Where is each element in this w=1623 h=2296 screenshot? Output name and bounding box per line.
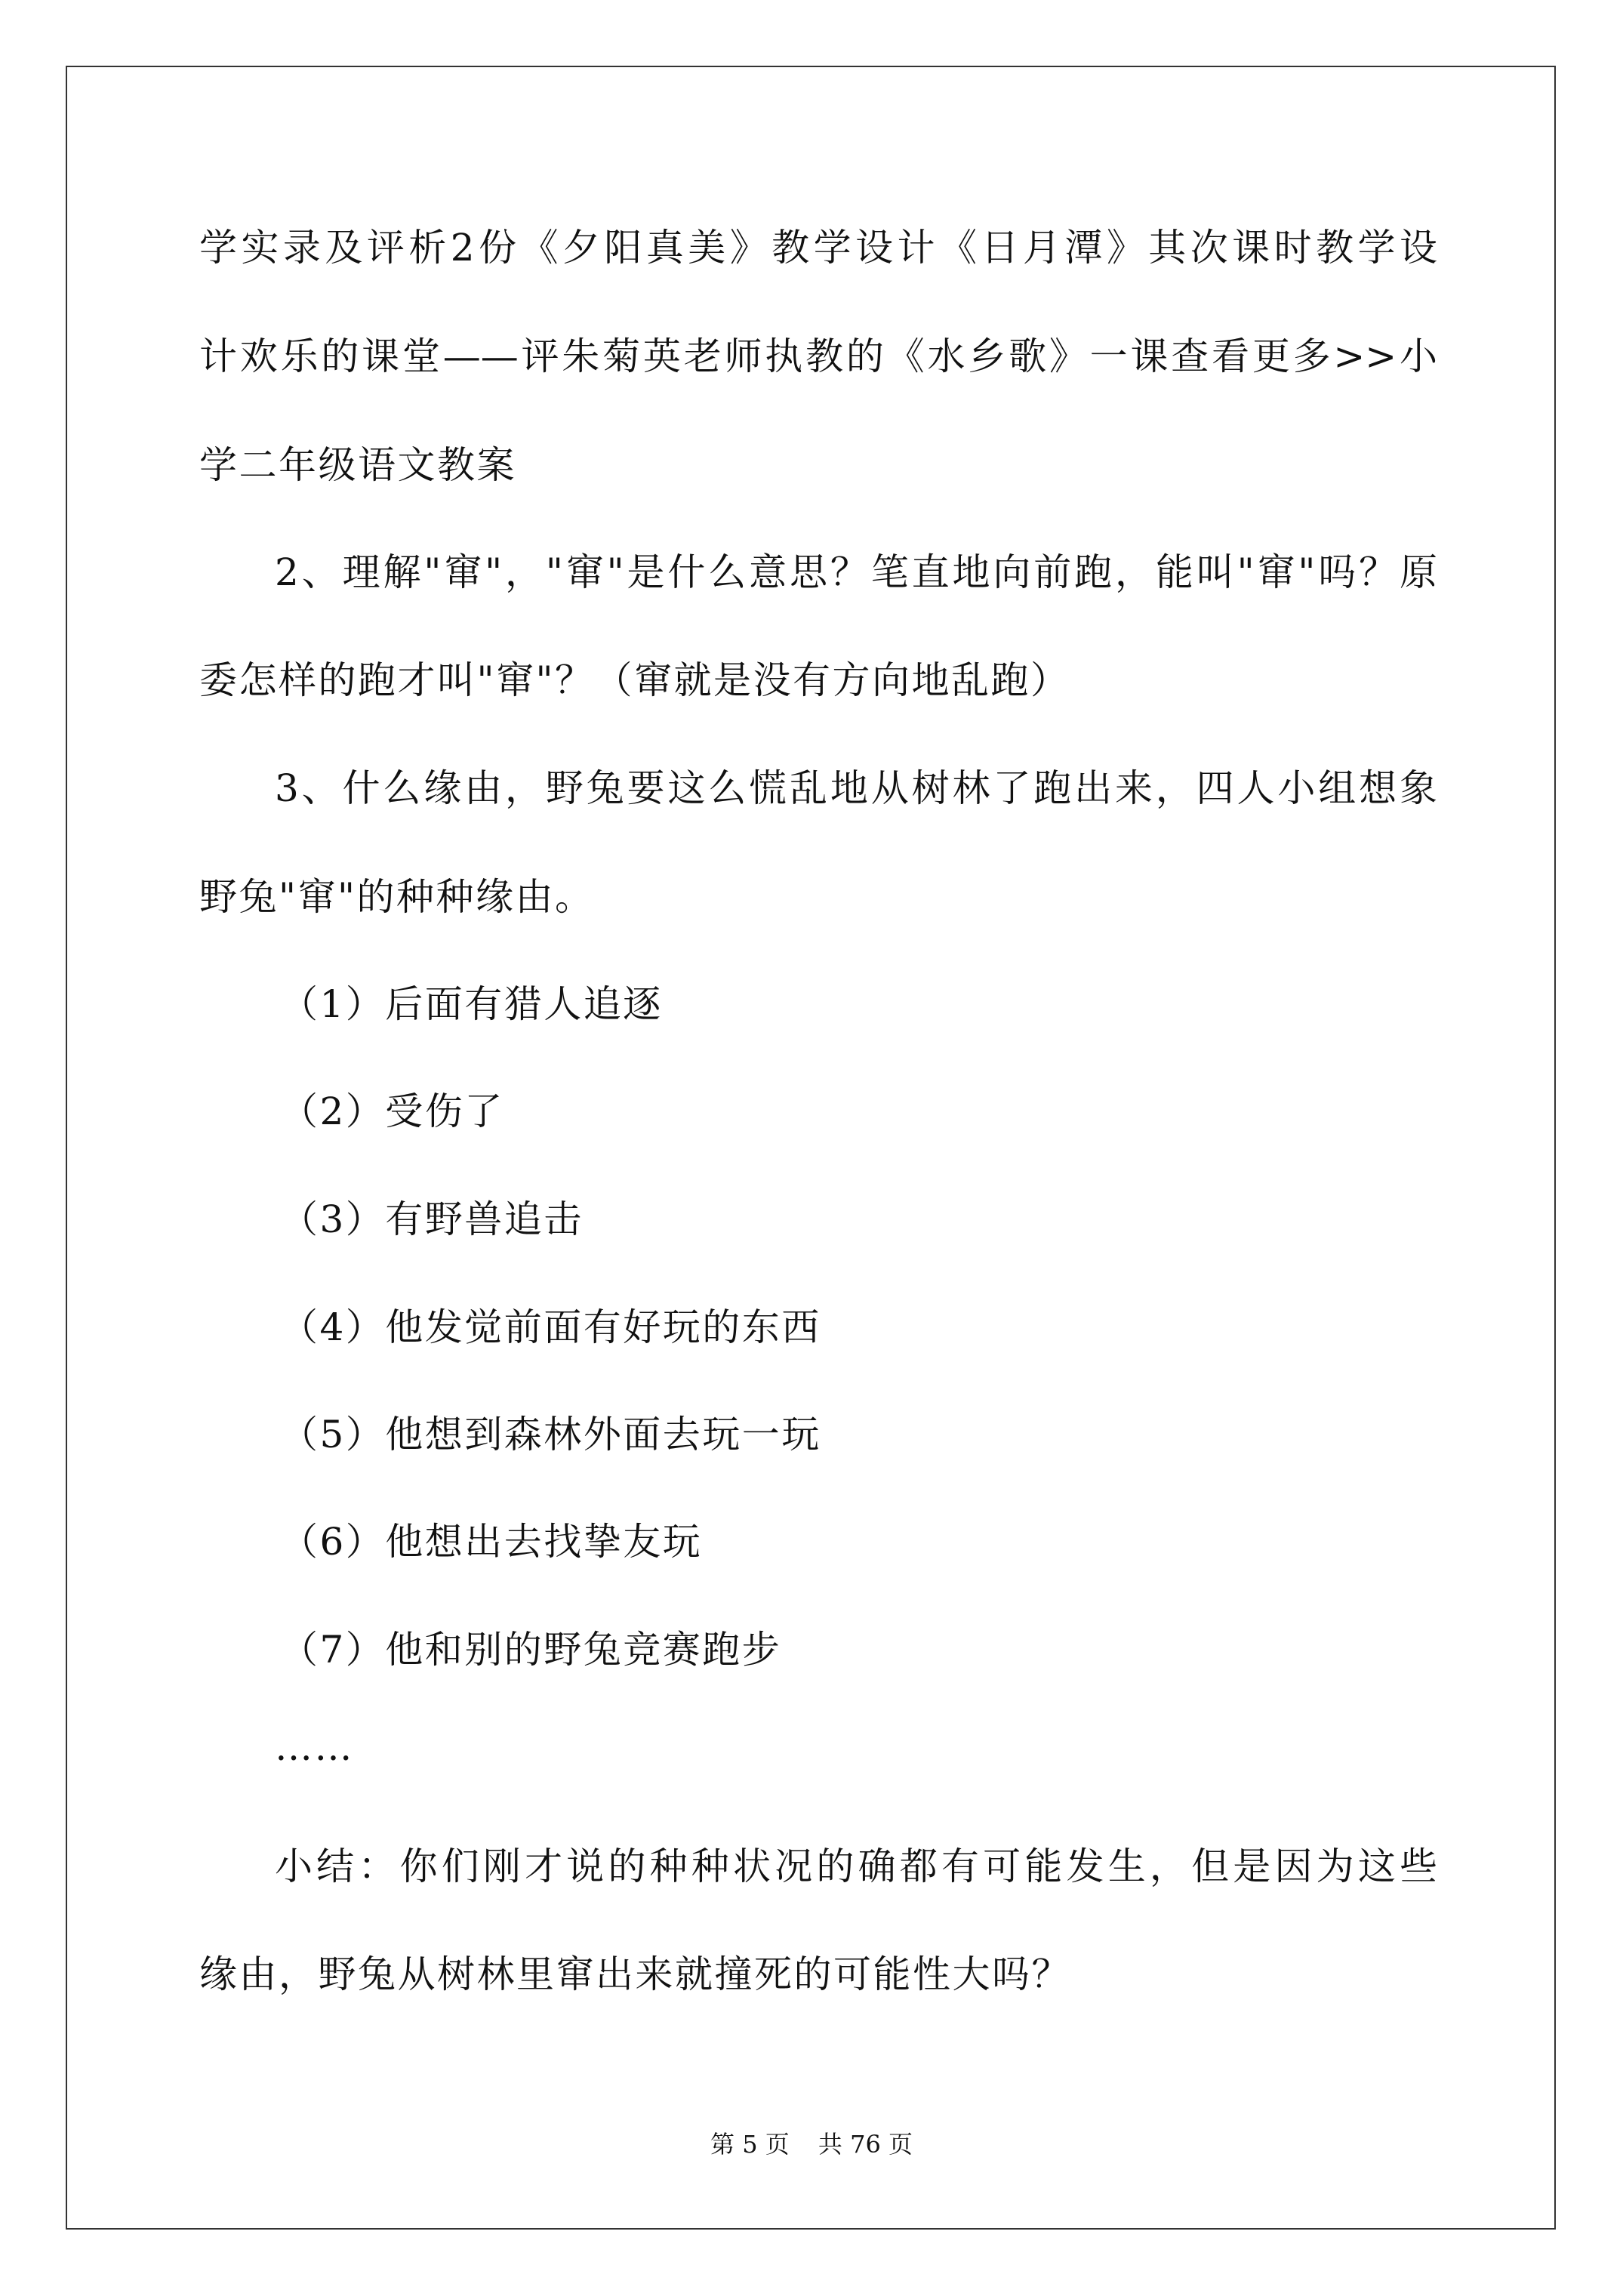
page-total: 共 76 页	[818, 2130, 913, 2159]
summary-line: 小结：你们刚才说的种种状况的确都有可能发生，但是因为这些	[275, 1845, 1437, 1888]
paragraph-line: 学二年级语文教案	[199, 443, 516, 487]
list-item: （6）他想出去找挚友玩	[280, 1520, 703, 1564]
paragraph-line: 野兔"窜"的种种缘由。	[199, 875, 595, 919]
page-border	[66, 66, 1556, 2230]
paragraph-line: 计欢乐的课堂——评朱菊英老师执教的《水乡歌》一课查看更多>>小	[199, 334, 1437, 378]
page-footer	[0, 2129, 1623, 2159]
list-item: （3）有野兽追击	[280, 1197, 584, 1241]
paragraph-line: 3、什么缘由，野兔要这么慌乱地从树林了跑出来，四人小组想象	[275, 766, 1437, 810]
page-number: 第 5 页	[710, 2130, 790, 2159]
list-item: （7）他和别的野兔竞赛跑步	[280, 1628, 782, 1672]
list-item: （1）后面有猎人追逐	[280, 982, 663, 1026]
summary-line: 缘由，野兔从树林里窜出来就撞死的可能性大吗？	[199, 1952, 1071, 1996]
paragraph-line: 2、理解"窜"，"窜"是什么意思？笔直地向前跑，能叫"窜"吗？原	[275, 550, 1437, 594]
ellipsis: ……	[275, 1725, 354, 1769]
list-item: （5）他想到森林外面去玩一玩	[280, 1413, 821, 1456]
paragraph-line: 学实录及评析2份《夕阳真美》教学设计《日月潭》其次课时教学设	[199, 226, 1437, 270]
paragraph-line: 委怎样的跑才叫"窜"？（窜就是没有方向地乱跑）	[199, 658, 1070, 702]
list-item: （4）他发觉前面有好玩的东西	[280, 1305, 821, 1349]
list-item: （2）受伤了	[280, 1089, 504, 1133]
